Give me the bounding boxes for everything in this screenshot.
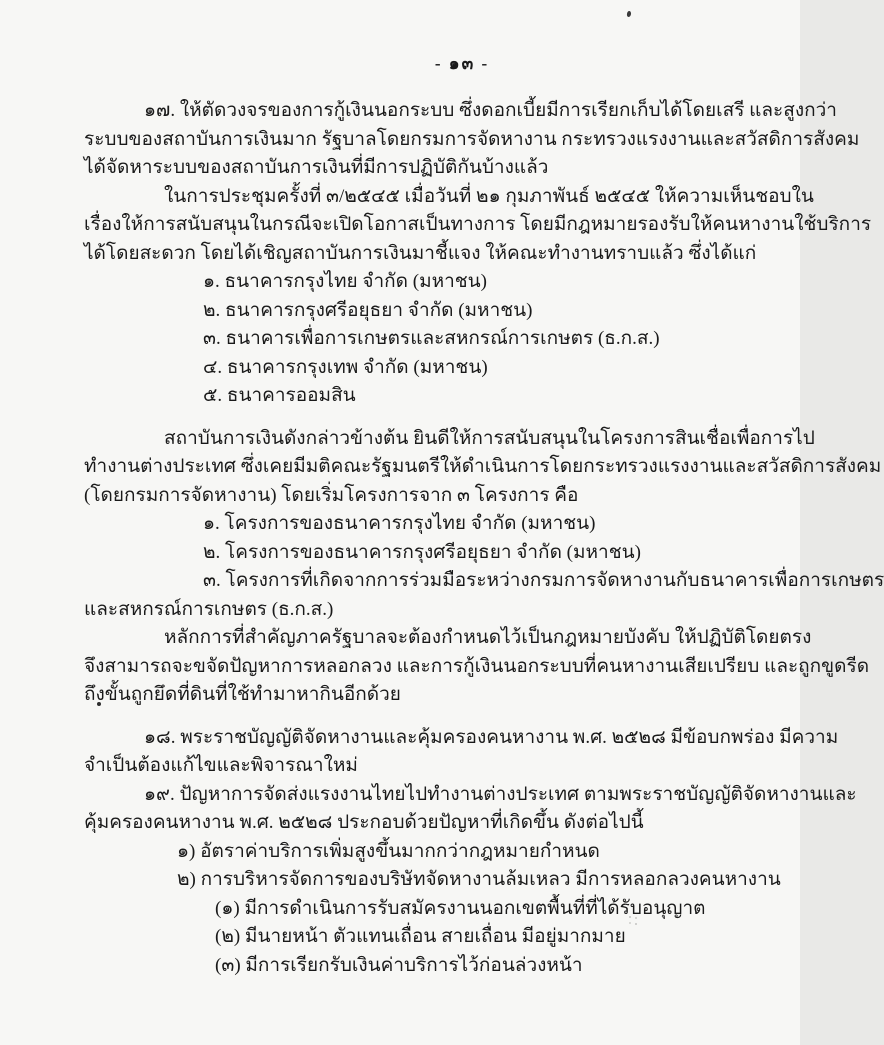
doc-line: (โดยกรมการจัดหางาน) โดยเริ่มโครงการจาก ๓ โครงการ คือ: [84, 484, 579, 506]
page-number: - ๑๓ -: [434, 54, 490, 73]
doc-line: จึงสามารถจะขจัดปัญหาการหลอกลวง และการกู้เงินนอกระบบที่คนหางานเสียเปรียบ และถูกขูดรีด: [84, 655, 870, 677]
problem-subitem-3: (๓) มีการเรียกรับเงินค่าบริการไว้ก่อนล่วงหน้า: [215, 954, 583, 976]
doc-line: ได้โดยสะดวก โดยได้เชิญสถาบันการเงินมาชี้แจง ให้คณะทำงานทราบแล้ว ซึ่งได้แก่: [84, 242, 757, 264]
doc-line: เรื่องให้การสนับสนุนในกรณีจะเปิดโอกาสเป็นทางการ โดยมีกฎหมายรองรับให้คนหางานใช้บริการ: [84, 214, 872, 235]
project-list-item-2: ๒. โครงการของธนาคารกรุงศรีอยุธยา จำกัด (มหาชน): [203, 541, 641, 563]
bank-list-item-1: ๑. ธนาคารกรุงไทย จำกัด (มหาชน): [203, 271, 487, 292]
doc-line: ระบบของสถาบันการเงินมาก รัฐบาลโดยกรมการจัดหางาน กระทรวงแรงงานและสวัสดิการสังคม: [84, 128, 860, 150]
problem-subitem-2: (๒) มีนายหน้า ตัวแทนเถื่อน สายเถื่อน มีอยู่มากมาย: [215, 926, 626, 947]
doc-line-principle-paragraph: หลักการที่สำคัญภาครัฐบาลจะต้องกำหนดไว้เป็นกฎหมายบังคับ ให้ปฏิบัติโดยตรง: [164, 627, 812, 648]
project-list-item-3: ๓. โครงการที่เกิดจากการร่วมมือระหว่างกรมการจัดหางานกับธนาคารเพื่อการเกษตร: [203, 570, 884, 591]
bank-list-item-2: ๒. ธนาคารกรุงศรีอยุธยา จำกัด (มหาชน): [203, 299, 533, 321]
scan-speck-top-right: [626, 11, 631, 18]
bank-list-item-5: ๕. ธนาคารออมสิน: [203, 385, 356, 406]
doc-line: ได้จัดหาระบบของสถาบันการเงินที่มีการปฏิบัติกันบ้างแล้ว: [84, 157, 549, 178]
bank-list-item-3: ๓. ธนาคารเพื่อการเกษตรและสหกรณ์การเกษตร (ธ.ก.ส.): [203, 328, 660, 349]
doc-line-section-19: ๑๙. ปัญหาการจัดส่งแรงงานไทยไปทำงานต่างประเทศ ตามพระราชบัญญัติจัดหางานและ: [144, 783, 857, 805]
doc-line: จำเป็นต้องแก้ไขและพิจารณาใหม่: [84, 755, 358, 776]
bank-list-item-4: ๔. ธนาคารกรุงเทพ จำกัด (มหาชน): [203, 356, 488, 378]
doc-line: และสหกรณ์การเกษตร (ธ.ก.ส.): [84, 598, 334, 620]
project-list-item-1: ๑. โครงการของธนาคารกรุงไทย จำกัด (มหาชน): [203, 513, 596, 534]
doc-line-meeting-paragraph: ในการประชุมครั้งที่ ๓/๒๕๔๕ เมื่อวันที่ ๒๑ กุมภาพันธ์ ๒๕๔๕ ให้ความเห็นชอบใน: [164, 185, 814, 207]
doc-line-section-18: ๑๘. พระราชบัญญัติจัดหางานและคุ้มครองคนหางาน พ.ศ. ๒๕๒๘ มีข้อบกพร่อง มีความ: [144, 726, 839, 748]
doc-line-support-paragraph: สถาบันการเงินดังกล่าวข้างต้น ยินดีให้การสนับสนุนในโครงการสินเชื่อเพื่อการไป: [164, 427, 815, 449]
problem-item-1: ๑) อัตราค่าบริการเพิ่มสูงขึ้นมากกว่ากฎหมายกำหนด: [177, 840, 600, 862]
doc-line: ทำงานต่างประเทศ ซึ่งเคยมีมติคณะรัฐมนตรีให้ดำเนินการโดยกระทรวงแรงงานและสวัสดิการสังคม: [84, 456, 882, 477]
document-body: [84, 97, 884, 980]
problem-item-2: ๒) การบริหารจัดการของบริษัทจัดหางานล้มเหลว มีการหลอกลวงคนหางาน: [177, 869, 781, 890]
doc-line: ถึงขั้นถูกยึดที่ดินที่ใช้ทำมาหากินอีกด้วย: [84, 684, 401, 705]
problem-subitem-1: (๑) มีการดำเนินการรับสมัครงานนอกเขตพื้นที่ที่ได้รับอนุญาต: [215, 897, 706, 919]
doc-line-section-17: ๑๗. ให้ตัดวงจรของการกู้เงินนอกระบบ ซึ่งดอกเบี้ยมีการเรียกเก็บได้โดยเสรี และสูงกว่า: [144, 100, 837, 121]
doc-line: คุ้มครองคนหางาน พ.ศ. ๒๕๒๘ ประกอบด้วยปัญหาที่เกิดขึ้น ดังต่อไปนี้: [84, 812, 644, 833]
